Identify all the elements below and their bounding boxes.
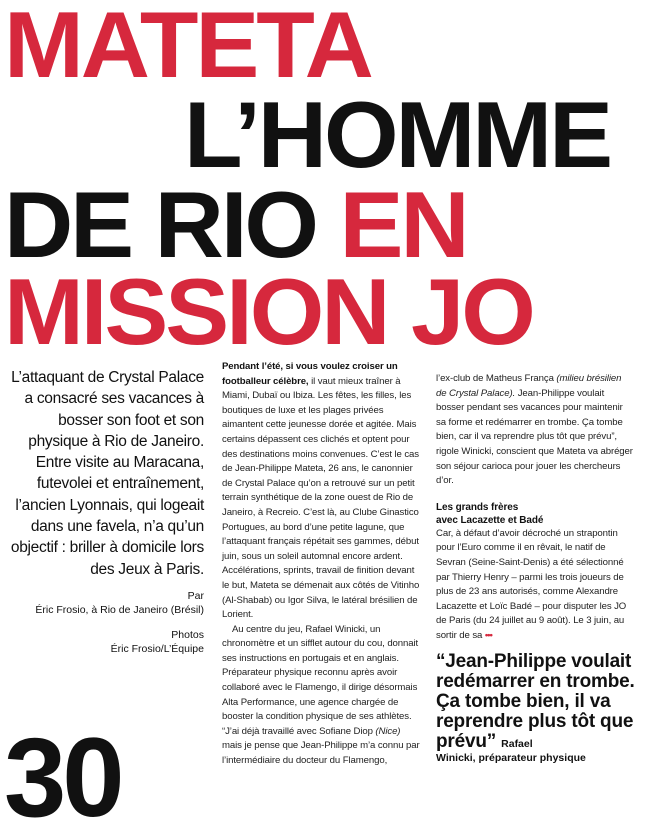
paragraph-text: il vaut mieux traîner à Miami, Dubaï ou Ibiza. Les fêtes, les filles, les boutiques de luxe et les plages privées aimantent cette jeunesse dorée et agitée. Mais certains dépassent ces clichés et optent pour des destinations moins convenues. C’est le cas de Jean-Philippe Mateta, 26 ans, le canonnier de Crystal Palace qu’on a retrouvé sur un petit terrain synthétique de la zone ouest de Rio de Janeiro, à Recreio. C’est là, au Clube Ginastico Portugues, au bord d’une petite lagune, que l’attaquant français répétait ses gammes, début juin, sous un soleil automnal encore ardent. Accélérations, sprints, travail de finition devant le but, Mateta se démenait aux côtés de Vitinho (Al-Shabab) ou Igor Silva, le latéral brésilien de Lorient. bbox=[222, 375, 420, 621]
byline-photo-credit: Éric Frosio/L’Équipe bbox=[110, 643, 204, 655]
headline-line-4: MISSION JO bbox=[4, 259, 533, 364]
article-paragraph bbox=[222, 360, 420, 623]
paragraph-text: mais je pense que Jean-Philippe m’a connu par l’intermédiaire du docteur du Flamengo, bbox=[222, 740, 420, 767]
subheading-line-2: avec Lacazette et Badé bbox=[436, 514, 544, 526]
byline-photo bbox=[6, 628, 204, 656]
pull-quote-attribution-role: Winicki, préparateur physique bbox=[436, 752, 586, 764]
byline-author bbox=[6, 589, 204, 617]
paragraph-text: Au centre du jeu, Rafael Winicki, un chronomètre et un sifflet autour du cou, donnait ses instructions en portugais et en anglais. Préparateur physique reconnu après avoir collaboré avec le Flamengo, il dirige désormais Alta Performance, une agence chargée de booster la condition physique de ses athlètes. “J’ai déjà travaillé avec Sofiane Diop bbox=[222, 623, 419, 737]
article-paragraph bbox=[222, 623, 420, 769]
paragraph-text: Jean-Philippe voulait bosser pendant ses vacances pour maintenir sa forme et redémarrer en trombe. Ça tombe bien, car il va reprendre plus tôt que prévu”, rigole Winicki, conscient que Mateta va abréger son séjour carioca pour jouer les chercheurs d’or. bbox=[436, 387, 633, 487]
headline-line-2: L’HOMME bbox=[184, 82, 611, 187]
paragraph-text: Car, à défaut d’avoir décroché un strapontin pour l’Euro comme il en rêvait, le natif de Sevran (Seine-Saint-Denis) a été sélectionné par Thierry Henry – parmi les trois joueurs de plus de 23 ans autorisés, comme Alexandre Lacazette et Loïc Badé – pour disputer les JO de Paris (du 24 juillet au 9 août). Le 3 juin, au sortir de sa bbox=[436, 527, 627, 641]
byline-author-name: Éric Frosio, à Rio de Janeiro (Brésil) bbox=[35, 604, 204, 616]
paragraph-italic: (milieu brésilien de Crystal Palace). bbox=[436, 373, 622, 399]
continue-dots-icon: ••• bbox=[484, 629, 492, 641]
pull-quote-attribution-name: Rafael bbox=[501, 738, 533, 750]
paragraph-text: l’ex-club de Matheus França bbox=[436, 373, 557, 384]
byline-author-label: Par bbox=[187, 590, 204, 602]
subheading-line-1: Les grands frères bbox=[436, 501, 519, 513]
article-paragraph bbox=[436, 372, 634, 489]
headline-line-1: MATETA bbox=[4, 0, 371, 97]
headline-line-3-red: EN bbox=[339, 172, 467, 277]
paragraph-italic: (Nice) bbox=[375, 725, 401, 737]
pull-quote bbox=[436, 652, 641, 765]
article-column-2 bbox=[222, 360, 420, 769]
intro-standfirst: L’attaquant de Crystal Palace a consacré ses vacances à bosser son foot et son physique à Rio de Janeiro. Entre visite au Maracana, futevolei et entraînement, l’ancien Lyonnais, qui logeait dans une favela, n’a qu’un objectif : briller à domicile lors des Jeux à Paris. bbox=[10, 369, 204, 578]
headline-line-3-black: DE RIO bbox=[4, 172, 340, 277]
byline-photo-label: Photos bbox=[171, 629, 204, 641]
article-paragraph bbox=[436, 527, 634, 644]
headline-line-3 bbox=[4, 172, 467, 277]
lead-in: Pendant l’été, si vous voulez croiser un footballeur célèbre, bbox=[222, 361, 398, 387]
pull-quote-text: “Jean-Philippe voulait redémarrer en trombe. Ça tombe bien, il va reprendre plus tôt que prévu” bbox=[436, 651, 635, 752]
article-column-3 bbox=[436, 372, 634, 644]
page-number: 30 bbox=[4, 715, 121, 840]
subheading bbox=[436, 501, 634, 527]
